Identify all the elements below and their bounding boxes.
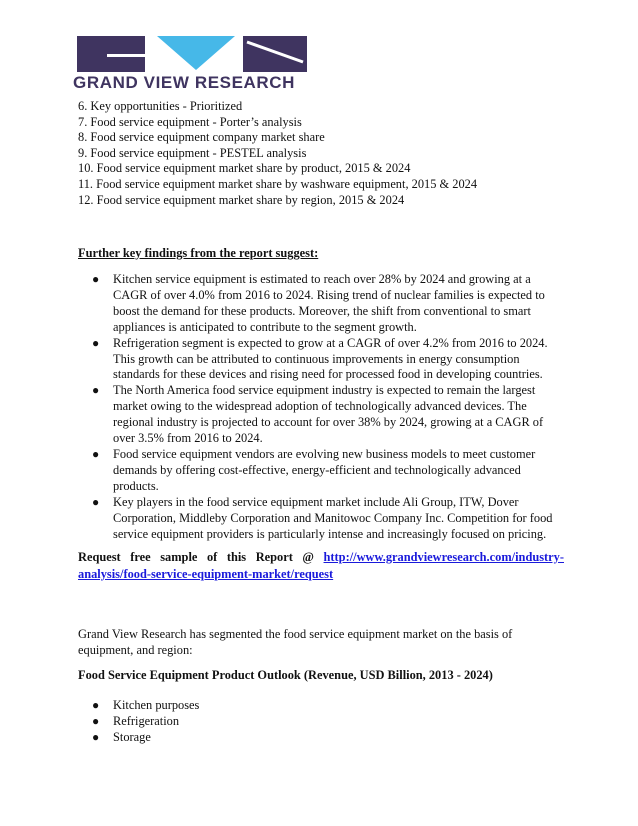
toc-item: 11. Food service equipment market share by washware equipment, 2015 & 2024 [78, 176, 478, 191]
logo-triangle [157, 36, 235, 70]
logo-graphic [77, 36, 307, 72]
product-item: ● Refrigeration [92, 713, 180, 728]
finding-item: ● Food service equipment vendors are evolving new business models to meet customer demands by offering cost-effective, energy-efficient and technologically advanced products. [92, 446, 536, 493]
toc-item: 8. Food service equipment company market share [78, 130, 325, 145]
toc-item: 7. Food service equipment - Porter’s analysis [78, 114, 302, 129]
finding-item: ● Refrigeration segment is expected to grow at a CAGR of over 4.2% from 2016 to 2024. This growth can be attributed to continuous improvements in energy consumption standards for these devices and rising need for processed food in developing countries. [92, 335, 548, 382]
finding-item: ● Kitchen service equipment is estimated to reach over 28% by 2024 and growing at a CAGR of over 4.0% from 2016 to 2024. Rising trend of nuclear families is expected to boost the demand for these products. Moreover, the shift from conventional to smart appliances is anticipated to contribute to the segment growth. [92, 272, 545, 334]
logo-wordmark: GRAND VIEW RESEARCH [73, 73, 296, 92]
logo-block-left-line [107, 54, 145, 57]
bullet-icon: ● [92, 729, 100, 744]
request-sample-label: Request free sample of this Report @ [78, 550, 314, 564]
finding-item: ● Key players in the food service equipment market include Ali Group, ITW, Dover Corporation, Middleby Corporation and Manitowoc Company Inc. Competition for food service equipment providers is particularly intense and increasingly focused on pricing. [92, 494, 553, 541]
product-outlook-list [78, 698, 199, 746]
toc-item: 10. Food service equipment market share by product, 2015 & 2024 [78, 161, 411, 176]
request-sample-paragraph [78, 549, 564, 583]
request-sample-link[interactable]: http://www.grandviewresearch.com/industry- analysis/food-service-equipment-market/request [78, 550, 564, 581]
finding-item: ● The North America food service equipment industry is expected to remain the largest market owing to the widespread adoption of technologically advanced devices. The regional industry is projected to account for over 38% by 2024, growing at a CAGR of over 3.5% from 2016 to 2024. [92, 383, 544, 446]
findings-list [78, 272, 552, 542]
bullet-icon: ● [92, 272, 100, 286]
product-item: ● Storage [92, 729, 151, 744]
bullet-icon: ● [92, 713, 100, 728]
contents-list [78, 99, 477, 208]
bullet-icon: ● [92, 383, 100, 398]
toc-item: 6. Key opportunities - Prioritized [78, 99, 243, 113]
toc-item: 12. Food service equipment market share by region, 2015 & 2024 [78, 192, 405, 207]
bullet-icon: ● [92, 446, 100, 461]
product-item: ● Kitchen purposes [92, 698, 200, 712]
bullet-icon: ● [92, 335, 100, 350]
bullet-icon: ● [92, 494, 100, 509]
toc-item: 9. Food service equipment - PESTEL analysis [78, 145, 307, 160]
bullet-icon: ● [92, 698, 100, 712]
segmentation-paragraph: Grand View Research has segmented the food service equipment market on the basis of equipment, and region: [78, 627, 513, 657]
product-outlook-heading: Food Service Equipment Product Outlook (Revenue, USD Billion, 2013 - 2024) [78, 668, 493, 682]
company-logo [73, 36, 313, 94]
logo-block-right [243, 36, 307, 72]
findings-heading: Further key findings from the report suggest: [78, 246, 319, 260]
